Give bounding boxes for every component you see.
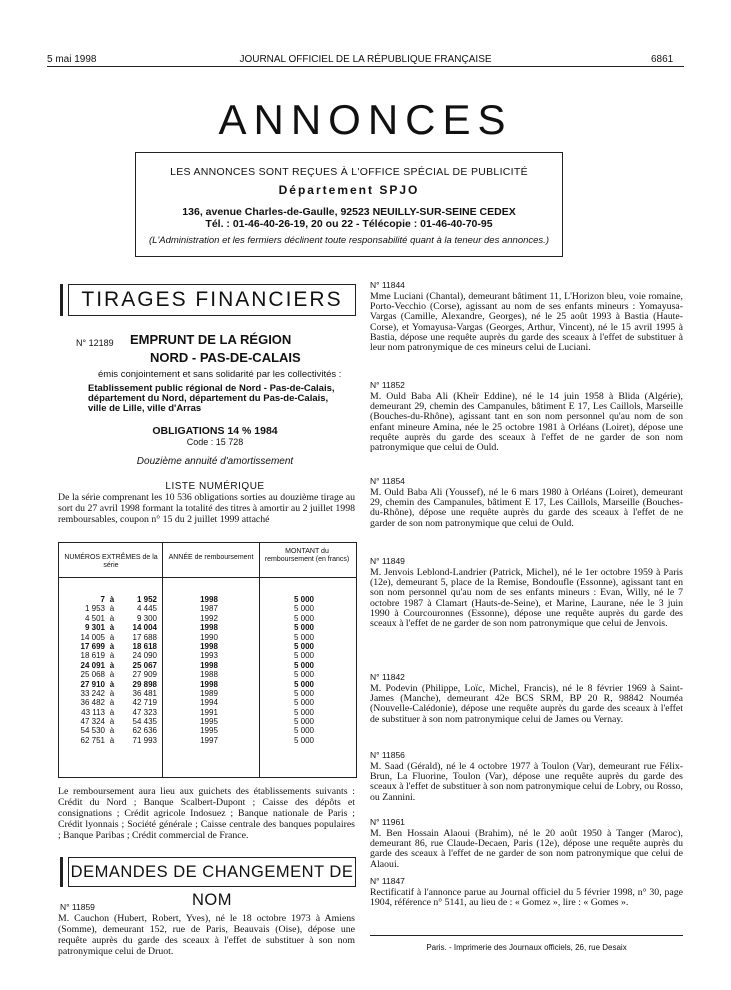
series-from: 62 751 bbox=[80, 735, 105, 745]
table-row bbox=[59, 717, 356, 726]
series-from: 33 242 bbox=[80, 688, 105, 698]
page-title: ANNONCES bbox=[218, 96, 513, 143]
footer-rule bbox=[370, 935, 683, 936]
section-bar bbox=[60, 284, 63, 316]
series-from: 54 530 bbox=[80, 726, 105, 736]
notice-number: N° 11856 bbox=[370, 750, 405, 760]
repayment-year: 1988 bbox=[200, 670, 218, 680]
repayment-amount: 5 000 bbox=[293, 623, 315, 633]
series-from: 43 113 bbox=[81, 707, 105, 717]
table-row bbox=[59, 633, 356, 642]
series-from: 25 068 bbox=[80, 670, 105, 680]
repayment-amount: 5 000 bbox=[293, 660, 315, 670]
notice-number: N° 12189 bbox=[76, 338, 114, 348]
repayment-amount: 5 000 bbox=[293, 688, 315, 698]
issue-date: 5 mai 1998 bbox=[47, 54, 97, 65]
info-line-1: LES ANNONCES SONT REÇUES À L'OFFICE SPÉCIAL DE PUBLICITÉ bbox=[170, 166, 528, 178]
table-row bbox=[59, 736, 356, 745]
series-from: 24 091 bbox=[80, 660, 105, 670]
series-separator: à bbox=[109, 604, 115, 614]
repayment-amount: 5 000 bbox=[293, 641, 315, 651]
table-row bbox=[59, 680, 356, 689]
series-separator: à bbox=[109, 613, 115, 623]
tirages-heading: TIRAGES FINANCIERS bbox=[81, 288, 343, 311]
repayment-year: 1998 bbox=[200, 660, 218, 670]
series-to: 42 719 bbox=[132, 698, 157, 708]
notice-text: Rectificatif à l'annonce parue au Journal officiel du 5 février 1998, n° 30, page 1904, référence n° 5141, au lieu de : « Gomez », lire : « Gomes ». bbox=[370, 887, 683, 909]
repayment-amount: 5 000 bbox=[293, 698, 315, 708]
repayment-amount: 5 000 bbox=[293, 651, 315, 661]
series-to: 18 618 bbox=[132, 641, 157, 651]
series-separator: à bbox=[109, 679, 115, 689]
repayment-year: 1993 bbox=[200, 651, 218, 661]
table-row bbox=[59, 623, 356, 632]
repayment-year: 1991 bbox=[200, 707, 218, 717]
tirages-heading-box bbox=[68, 284, 356, 316]
demandes-heading: DEMANDES DE CHANGEMENT DE NOM bbox=[70, 863, 354, 909]
series-separator: à bbox=[109, 632, 115, 642]
series-to: 9 300 bbox=[136, 613, 157, 623]
series-separator: à bbox=[109, 726, 115, 736]
table-row bbox=[59, 614, 356, 623]
repayment-year: 1995 bbox=[200, 726, 218, 736]
repayment-year: 1992 bbox=[200, 613, 218, 623]
repayment-amount: 5 000 bbox=[293, 679, 315, 689]
repayment-amount: 5 000 bbox=[293, 707, 315, 717]
notice-number: N° 11847 bbox=[370, 876, 405, 886]
notice-text: M. Ould Baba Ali (Kheïr Eddine), né le 14 juin 1958 à Blida (Algérie), demeurant 29, chemin des Campanules, bâtiment E 17, Les Caillols, Marseille (Bouches-du-Rhône), agissant tant en son nom personnel qu'au nom de son enfant mineure Amina, née le 25 octobre 1981 à Orléans (Loiret), dépose une requête auprès du garde des sceaux à l'effet de ne garder de son nom patronymique que celui de Ould. bbox=[370, 391, 683, 454]
notice-number: N° 11961 bbox=[370, 817, 405, 827]
series-to: 54 435 bbox=[132, 717, 157, 727]
notice-number: N° 11859 bbox=[60, 902, 95, 912]
table-row bbox=[59, 726, 356, 735]
table-row bbox=[59, 604, 356, 613]
series-to: 27 909 bbox=[132, 670, 157, 680]
notice-number: N° 11852 bbox=[370, 380, 405, 390]
repayment-year: 1990 bbox=[200, 632, 218, 642]
info-address: 136, avenue Charles-de-Gaulle, 92523 NEUILLY-SUR-SEINE CEDEX bbox=[182, 206, 516, 218]
repayment-year: 1998 bbox=[200, 641, 218, 651]
series-to: 4 445 bbox=[136, 604, 157, 614]
series-from: 47 324 bbox=[80, 717, 105, 727]
info-department: Département SPJO bbox=[278, 183, 420, 197]
emitter-line: Etablissement public régional de Nord - Pas-de-Calais, bbox=[88, 383, 335, 394]
series-to: 25 067 bbox=[132, 660, 157, 670]
notice-number: N° 11849 bbox=[370, 556, 405, 566]
notice-text: M. Cauchon (Hubert, Robert, Yves), né le 18 octobre 1973 à Amiens (Somme), demeurant 152, rue de Paris, Beauvais (Oise), dépose une requête auprès du garde des sceaux à l'effet de substituer à son nom patronymique celui de Druot. bbox=[58, 913, 355, 957]
notice-text: M. Ould Baba Ali (Youssef), né le 6 mars 1980 à Orléans (Loiret), demeurant 29, chemin des Campanules, bâtiment E 17, Les Caillols, Marseille (Bouches-du-Rhône), dépose une requête auprès du garde des sceaux à l'effet de ne garder de son nom patronymique que celui de Ould. bbox=[370, 487, 683, 529]
series-to: 1 952 bbox=[136, 595, 157, 604]
series-to: 62 636 bbox=[132, 726, 157, 736]
series-from: 4 501 bbox=[84, 613, 105, 623]
series-separator: à bbox=[109, 688, 115, 698]
emprunt-region: NORD - PAS-DE-CALAIS bbox=[150, 350, 301, 365]
repayment-amount: 5 000 bbox=[293, 670, 315, 680]
series-from: 7 bbox=[100, 595, 105, 604]
journal-name: JOURNAL OFFICIEL DE LA RÉPUBLIQUE FRANÇAISE bbox=[239, 54, 492, 65]
repayment-year: 1987 bbox=[200, 604, 218, 614]
table-row bbox=[59, 651, 356, 660]
series-from: 36 482 bbox=[80, 698, 105, 708]
repayment-amount: 5 000 bbox=[293, 717, 315, 727]
table-row bbox=[59, 642, 356, 651]
series-to: 71 993 bbox=[132, 735, 157, 745]
series-from: 1 953 bbox=[84, 604, 105, 614]
notice-text: M. Ben Hossain Alaoui (Brahim), né le 20 août 1950 à Tanger (Maroc), demeurant 86, rue Claude-Decaen, Paris (12e), dépose une requête auprès du garde des sceaux à l'effet de ne garder de son nom patronymique que celui de Alaoui. bbox=[370, 828, 683, 870]
table-row bbox=[59, 689, 356, 698]
series-separator: à bbox=[109, 651, 115, 661]
column-header-numbers: NUMÉROS EXTRÊMES de la série bbox=[64, 554, 158, 569]
series-to: 36 481 bbox=[132, 688, 157, 698]
repayment-amount: 5 000 bbox=[293, 613, 315, 623]
notice-number: N° 11842 bbox=[370, 672, 405, 682]
series-from: 27 910 bbox=[80, 679, 105, 689]
series-to: 47 323 bbox=[132, 707, 157, 717]
emprunt-title: EMPRUNT DE LA RÉGION bbox=[130, 332, 292, 347]
series-separator: à bbox=[109, 660, 115, 670]
repayment-amount: 5 000 bbox=[293, 595, 315, 604]
repayment-year: 1998 bbox=[200, 595, 218, 604]
notice-text: M. Saad (Gérald), né le 4 octobre 1977 à Toulon (Var), demeurant rue Félix-Brun, La Fluorine, Toulon (Var), dépose une requête auprès du garde des sceaux à l'effet de substituer à son nom patronymique celui de Lobry, ou Rosso, ou Zannini. bbox=[370, 761, 683, 803]
amortization-table bbox=[58, 542, 357, 778]
series-from: 9 301 bbox=[84, 623, 105, 633]
repayment-amount: 5 000 bbox=[293, 604, 315, 614]
series-to: 29 898 bbox=[132, 679, 157, 689]
notice-number: N° 11854 bbox=[370, 476, 405, 486]
series-from: 18 619 bbox=[80, 651, 105, 661]
series-from: 17 699 bbox=[80, 641, 105, 651]
series-separator: à bbox=[109, 595, 115, 604]
series-separator: à bbox=[109, 623, 115, 633]
table-row bbox=[59, 698, 356, 707]
page-number: 6861 bbox=[651, 54, 674, 65]
section-bar bbox=[60, 857, 63, 887]
obligations-code: Code : 15 728 bbox=[186, 437, 244, 447]
series-separator: à bbox=[109, 641, 115, 651]
notice-number: N° 11844 bbox=[370, 280, 405, 290]
printer-footer: Paris. - Imprimerie des Journaux officiels, 26, rue Desaix bbox=[426, 943, 627, 952]
obligations-title: OBLIGATIONS 14 % 1984 bbox=[152, 425, 278, 437]
table-row bbox=[59, 670, 356, 679]
series-separator: à bbox=[109, 735, 115, 745]
tirage-closing: Le remboursement aura lieu aux guichets des établissements suivants : Crédit du Nord ; Banque Scalbert-Dupont ; Caisse des dépôts et consignations ; Crédit agricole Indosuez ; Banque nationale de Paris ; Crédit lyonnais ; Société générale ; Caisse centrale des banques populaires ; Banque Paribas ; Crédit commercial de France. bbox=[58, 786, 355, 841]
series-from: 14 005 bbox=[80, 632, 105, 642]
repayment-year: 1989 bbox=[200, 688, 218, 698]
series-to: 14 004 bbox=[132, 623, 157, 633]
annuite-label: Douzième annuité d'amortissement bbox=[136, 456, 294, 467]
series-separator: à bbox=[109, 717, 115, 727]
table-row bbox=[59, 661, 356, 670]
emprunt-subtitle: émis conjointement et sans solidarité par les collectivités : bbox=[98, 369, 342, 380]
repayment-amount: 5 000 bbox=[293, 632, 315, 642]
repayment-year: 1998 bbox=[200, 679, 218, 689]
column-header-amount: MONTANT du remboursement (en francs) bbox=[264, 548, 350, 563]
header-rule bbox=[47, 66, 684, 67]
repayment-amount: 5 000 bbox=[293, 735, 315, 745]
emitter-line: département du Nord, département du Pas-de-Calais, bbox=[88, 393, 329, 404]
repayment-amount: 5 000 bbox=[293, 726, 315, 736]
notice-text: Mme Luciani (Chantal), demeurant bâtiment 11, L'Horizon bleu, voie romaine, Porto-Vecchio (Corse), agissant au nom de ses enfants mineurs : Yomayusa-Vargas (Camille, Alexandre, Georges), né le 25 août 1993 à Bastia (Haute-Corse), et Yomayusa-Vargas (Georges, Arthur, Vincent), né le 15 avril 1995 à Bastia, dépose une requête auprès du garde des sceaux à l'effet de substituer à leur nom patronymique de ces mineurs celui de Luciani. bbox=[370, 291, 683, 354]
repayment-year: 1997 bbox=[200, 735, 218, 745]
tirage-intro: De la série comprenant les 10 536 obligations sorties au douzième tirage au sort du 27 avril 1998 formant la totalité des titres à amortir au 2 juillet 1998 remboursables, coupon n° 15 du 2 juillet 1999 attaché bbox=[58, 492, 355, 525]
series-separator: à bbox=[109, 698, 115, 708]
repayment-year: 1998 bbox=[200, 623, 218, 633]
table-row bbox=[59, 708, 356, 717]
info-phone: Tél. : 01-46-40-26-19, 20 ou 22 - Télécopie : 01-46-40-70-95 bbox=[205, 218, 493, 230]
table-rows bbox=[59, 595, 356, 745]
info-box bbox=[135, 152, 563, 257]
repayment-year: 1994 bbox=[200, 698, 218, 708]
column-header-year: ANNÉE de remboursement bbox=[168, 554, 254, 561]
repayment-year: 1995 bbox=[200, 717, 218, 727]
table-row bbox=[59, 595, 356, 604]
notice-text: M. Jenvois Leblond-Landrier (Patrick, Michel), né le 1er octobre 1959 à Paris (12e), demeurant 5, place de la Remise, Bondoufle (Essonne), agissant tant en son nom personnel qu'au nom de ses enfants mineurs : Evan, Willy, né le 7 octobre 1987 à Clamart (Hauts-de-Seine), et Marine, Laurane, née le 3 juin 1990 à Courcouronnes (Essonne), dépose une requête auprès du garde des sceaux à l'effet de ne garder de son nom patronymique que celui de Jenvois. bbox=[370, 567, 683, 630]
info-disclaimer: (L'Administration et les fermiers déclinent toute responsabilité quant à la teneur des annonces.) bbox=[149, 235, 549, 246]
liste-heading: LISTE NUMÉRIQUE bbox=[165, 481, 265, 492]
table-header-rule bbox=[59, 577, 356, 578]
notice-text: M. Podevin (Philippe, Loïc, Michel, Francis), né le 8 février 1969 à Saint-James (Manche), demeurant 42e BCS SRM, BP 20 R, 98842 Nouméa (Nouvelle-Calédonie), dépose une requête auprès du garde des sceaux à l'effet de substituer à son nom patronymique celui de James ou Vernay. bbox=[370, 683, 683, 725]
series-to: 24 090 bbox=[132, 651, 157, 661]
series-to: 17 688 bbox=[132, 632, 157, 642]
series-separator: à bbox=[109, 670, 115, 680]
emitter-line: ville de Lille, ville d'Arras bbox=[88, 403, 202, 414]
series-separator: à bbox=[109, 707, 115, 717]
